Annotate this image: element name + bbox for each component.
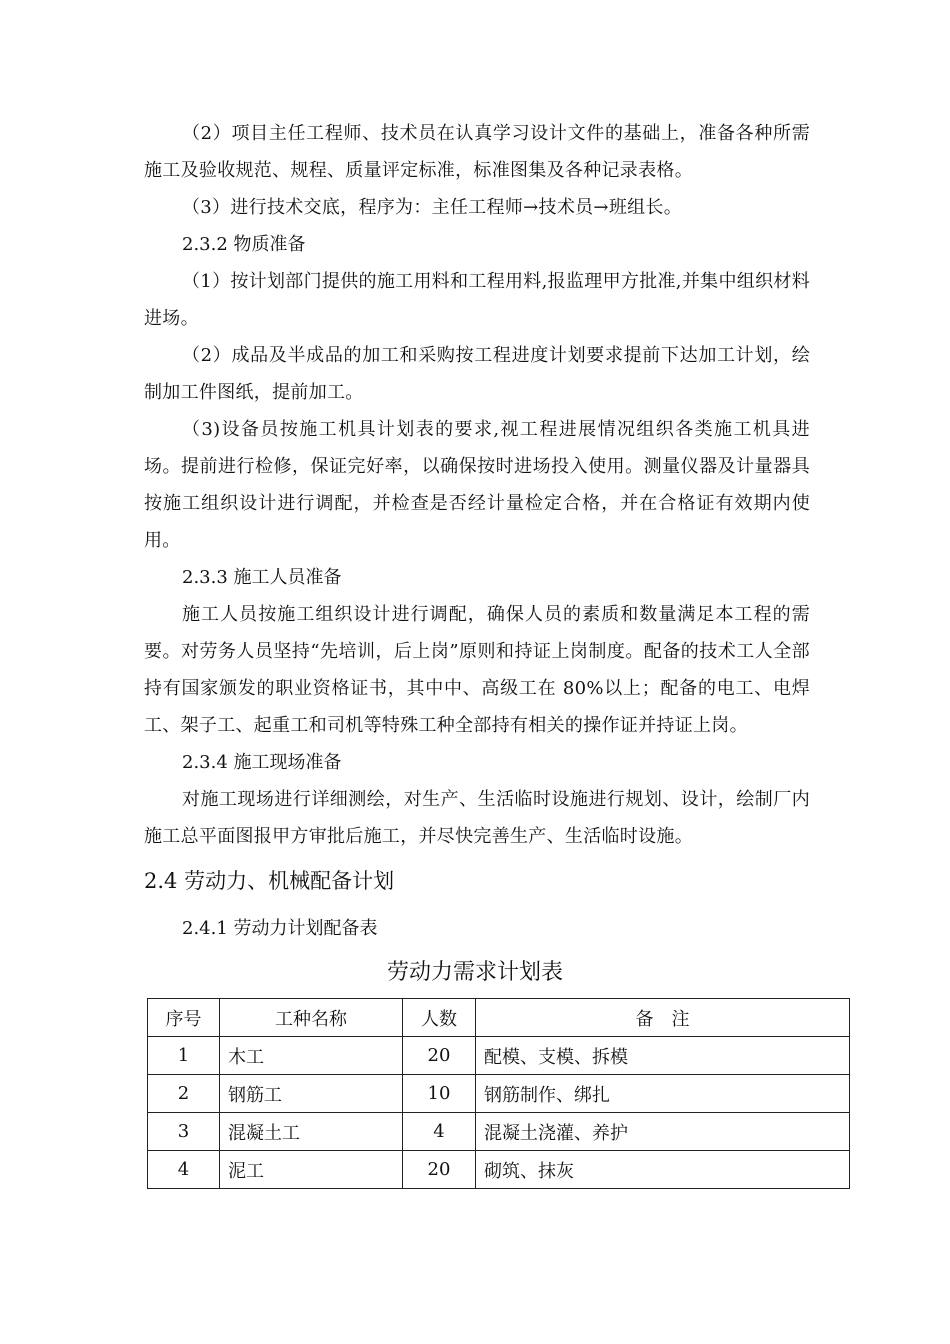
- paragraph-materials-1: （1）按计划部门提供的施工用料和工程用料,报监理甲方批准,并集中组织材料进场。: [144, 271, 810, 329]
- table-row: [148, 1037, 850, 1075]
- table-row: [148, 1113, 850, 1151]
- paragraph-tech-briefing: （3）进行技术交底，程序为：主任工程师→技术员→班组长。: [182, 197, 683, 218]
- cell-serial: 3: [148, 1113, 220, 1151]
- cell-count: 10: [403, 1075, 476, 1113]
- cell-remarks: 配模、支模、拆模: [476, 1037, 850, 1075]
- cell-trade: 钢筋工: [220, 1075, 403, 1113]
- cell-remarks: 钢筋制作、绑扎: [476, 1075, 850, 1113]
- cell-count: 4: [403, 1113, 476, 1151]
- cell-serial: 2: [148, 1075, 220, 1113]
- section-heading-2-4: 2.4 劳动力、机械配备计划: [144, 869, 395, 893]
- cell-count: 20: [403, 1037, 476, 1075]
- header-serial: 序号: [148, 999, 220, 1037]
- section-heading-2-3-2: 2.3.2 物质准备: [182, 234, 306, 255]
- labor-plan-table: [147, 998, 850, 1189]
- header-count: 人数: [403, 999, 476, 1037]
- cell-trade: 木工: [220, 1037, 403, 1075]
- section-heading-2-3-4: 2.3.4 施工现场准备: [182, 752, 342, 773]
- cell-trade: 混凝土工: [220, 1113, 403, 1151]
- section-heading-2-4-1: 2.4.1 劳动力计划配备表: [182, 918, 378, 939]
- paragraph-personnel: 施工人员按施工组织设计进行调配，确保人员的素质和数量满足本工程的需要。对劳务人员坚持“先培训，后上岗”原则和持证上岗制度。配备的技术工人全部持有国家颁发的职业资格证书，其中中、高级工在 80%以上；配备的电工、电焊工、架子工、起重工和司机等特殊工种全部持有相关的操作证并持证上岗。: [144, 604, 810, 736]
- table-header-row: [148, 999, 850, 1037]
- cell-count: 20: [403, 1151, 476, 1189]
- cell-remarks: 混凝土浇灌、养护: [476, 1113, 850, 1151]
- header-remarks: 备 注: [476, 999, 850, 1037]
- table-row: [148, 1151, 850, 1189]
- paragraph-site: 对施工现场进行详细测绘，对生产、生活临时设施进行规划、设计，绘制厂内施工总平面图报甲方审批后施工，并尽快完善生产、生活临时设施。: [144, 789, 810, 847]
- paragraph-tech-docs: （2）项目主任工程师、技术员在认真学习设计文件的基础上，准备各种所需施工及验收规范、规程、质量评定标准，标准图集及各种记录表格。: [144, 123, 810, 181]
- cell-serial: 1: [148, 1037, 220, 1075]
- cell-remarks: 砌筑、抹灰: [476, 1151, 850, 1189]
- paragraph-materials-2: （2）成品及半成品的加工和采购按工程进度计划要求提前下达加工计划，绘制加工件图纸，提前加工。: [144, 345, 810, 403]
- header-trade: 工种名称: [220, 999, 403, 1037]
- cell-serial: 4: [148, 1151, 220, 1189]
- cell-trade: 泥工: [220, 1151, 403, 1189]
- table-row: [148, 1075, 850, 1113]
- table-title: 劳动力需求计划表: [386, 960, 563, 985]
- paragraph-materials-3: （3)设备员按施工机具计划表的要求,视工程进展情况组织各类施工机具进场。提前进行检修，保证完好率，以确保按时进场投入使用。测量仪器及计量器具按施工组织设计进行调配，并检查是否经计量检定合格，并在合格证有效期内使用。: [144, 419, 810, 551]
- section-heading-2-3-3: 2.3.3 施工人员准备: [182, 567, 342, 588]
